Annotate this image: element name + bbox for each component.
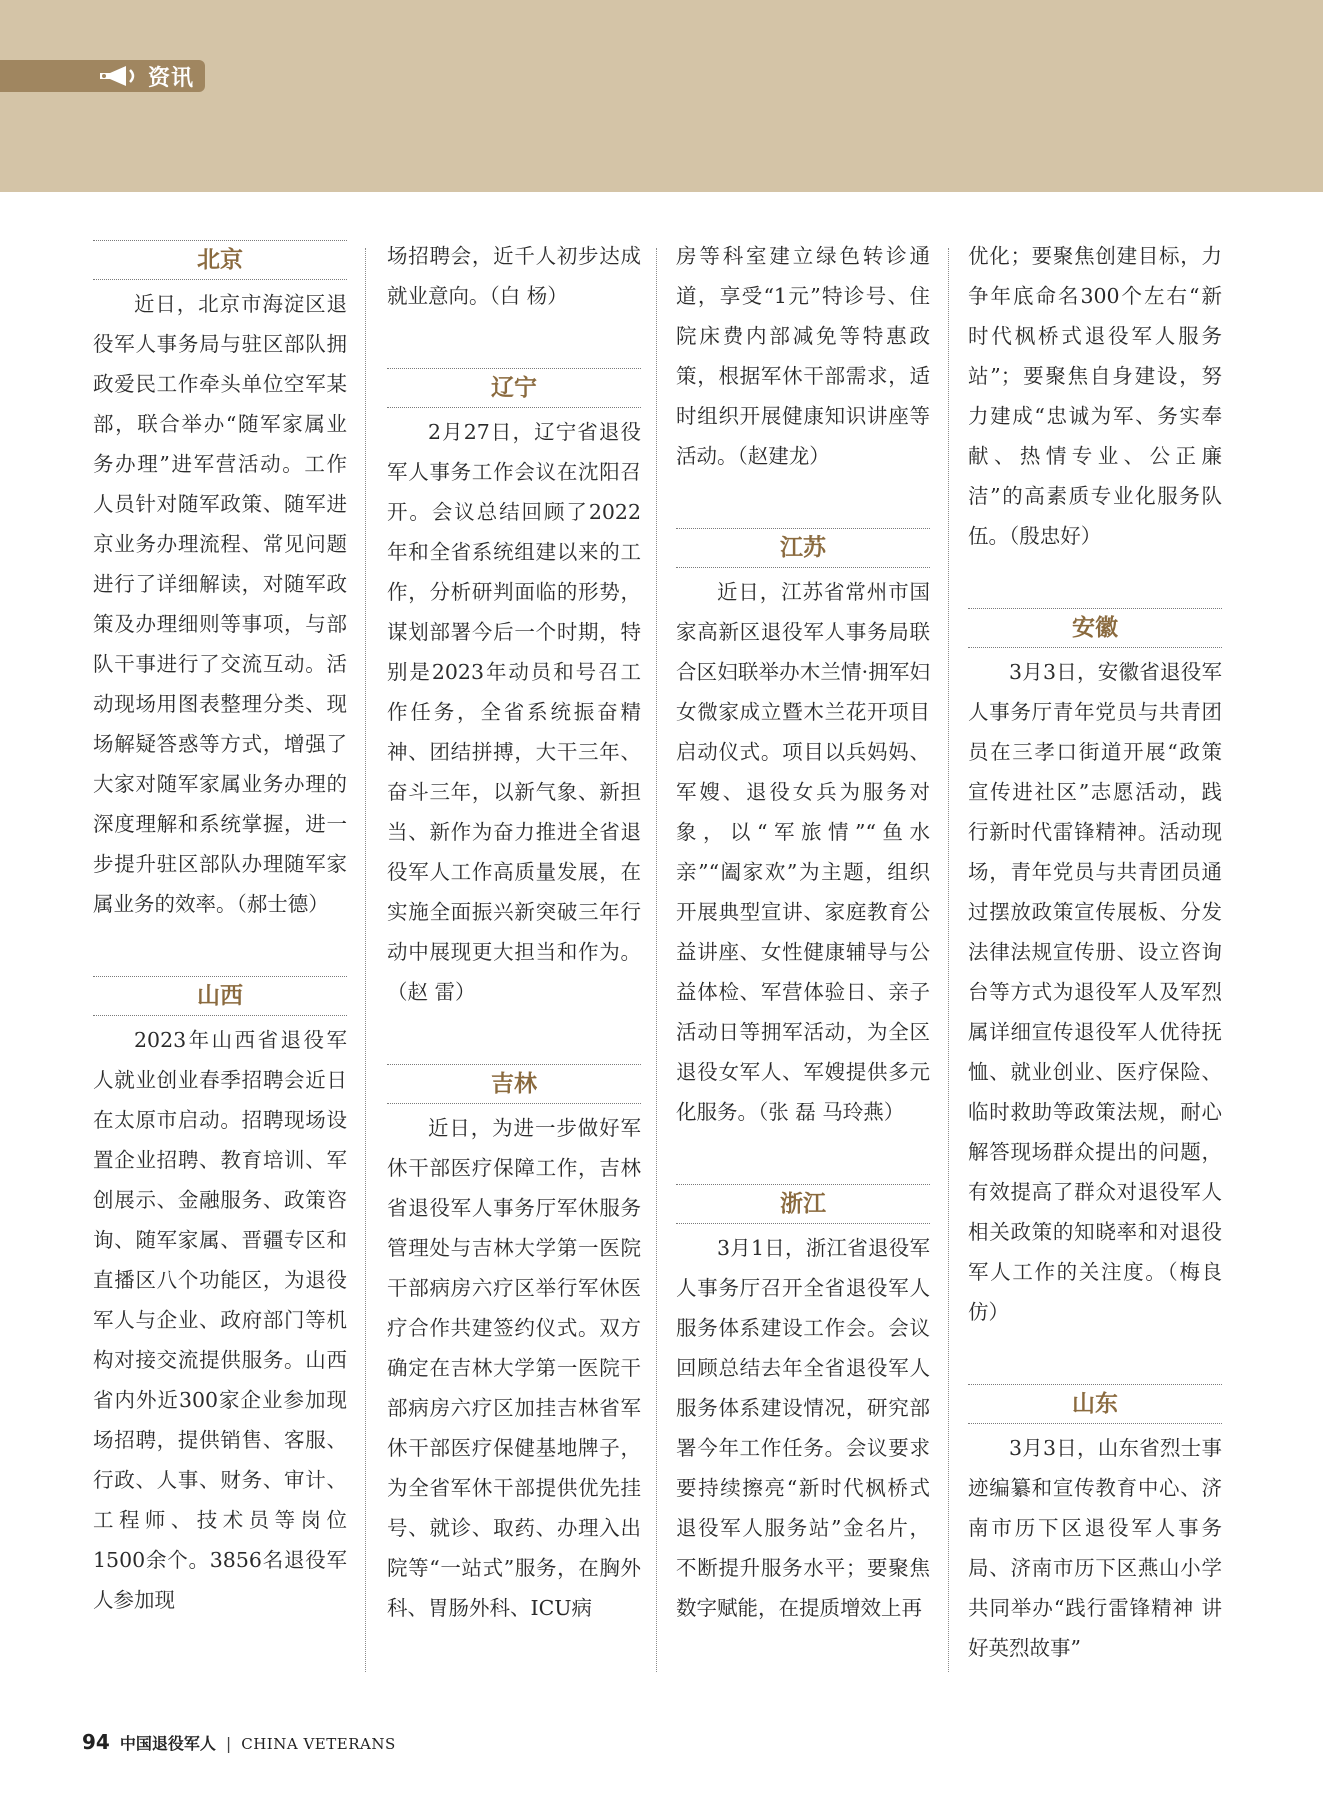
heading-shanxi: 山西 bbox=[93, 976, 347, 1016]
page-footer bbox=[82, 1730, 396, 1754]
article-anhui: 3月3日，安徽省退役军人事务厅青年党员与共青团员在三孝口街道开展“政策宣传进社区”志愿活动，践行新时代雷锋精神。活动现场，青年党员与共青团员通过摆放政策宣传展板、分发法律法规宣传册、设立咨询台等方式为退役军人及军烈属详细宣传退役军人优待抚恤、就业创业、医疗保险、临时救助等政策法规，耐心解答现场群众提出的问题，有效提高了群众对退役军人相关政策的知晓率和对退役军人工作的关注度。（梅良仿） bbox=[968, 660, 1222, 1324]
article-zhejiang-continued: 优化；要聚焦创建目标，力争年底命名300个左右“新时代枫桥式退役军人服务站”；要聚焦自身建设，努力建成“忠诚为军、务实奉献、热情专业、公正廉洁”的高素质专业化服务队伍。（殷忠好） bbox=[968, 244, 1222, 548]
article-shanxi-continued: 场招聘会，近千人初步达成就业意向。（白 杨） bbox=[387, 244, 641, 308]
header-banner bbox=[0, 0, 1323, 192]
heading-beijing: 北京 bbox=[93, 240, 347, 280]
column-3 bbox=[676, 236, 930, 1678]
column-divider bbox=[365, 248, 366, 1672]
horn-icon bbox=[96, 64, 140, 88]
heading-zhejiang: 浙江 bbox=[676, 1184, 930, 1224]
article-shandong: 3月3日，山东省烈士事迹编纂和宣传教育中心、济南市历下区退役军人事务局、济南市历下区燕山小学共同举办“践行雷锋精神 讲好英烈故事” bbox=[968, 1436, 1222, 1660]
article-zhejiang: 3月1日，浙江省退役军人事务厅召开全省退役军人服务体系建设工作会。会议回顾总结去年全省退役军人服务体系建设情况，研究部署今年工作任务。会议要求要持续擦亮“新时代枫桥式退役军人服务站”金名片，不断提升服务水平；要聚焦数字赋能，在提质增效上再 bbox=[676, 1236, 930, 1620]
article-liaoning: 2月27日，辽宁省退役军人事务工作会议在沈阳召开。会议总结回顾了2022年和全省系统组建以来的工作，分析研判面临的形势，谋划部署今后一个时期，特别是2023年动员和号召工作任务，全省系统振奋精神、团结拼搏，大干三年、奋斗三年，以新气象、新担当、新作为奋力推进全省退役军人工作高质量发展，在实施全面振兴新突破三年行动中展现更大担当和作为。（赵 雷） bbox=[387, 420, 641, 1004]
heading-shandong: 山东 bbox=[968, 1384, 1222, 1424]
heading-liaoning: 辽宁 bbox=[387, 368, 641, 408]
column-2 bbox=[387, 236, 641, 1678]
article-shanxi: 2023年山西省退役军人就业创业春季招聘会近日在太原市启动。招聘现场设置企业招聘、教育培训、军创展示、金融服务、政策咨询、随军家属、晋疆专区和直播区八个功能区，为退役军人与企业、政府部门等机构对接交流提供服务。山西省内外近300家企业参加现场招聘，提供销售、客服、行政、人事、财务、审计、工程师、技术员等岗位1500余个。3856名退役军人参加现 bbox=[93, 1028, 347, 1612]
section-tag bbox=[0, 60, 205, 92]
page-number: 94 bbox=[82, 1730, 110, 1754]
column-divider bbox=[948, 248, 949, 1672]
article-jilin: 近日，为进一步做好军休干部医疗保障工作，吉林省退役军人事务厅军休服务管理处与吉林大学第一医院干部病房六疗区举行军休医疗合作共建签约仪式。双方确定在吉林大学第一医院干部病房六疗区加挂吉林省军休干部医疗保健基地牌子，为全省军休干部提供优先挂号、就诊、取药、办理入出院等“一站式”服务，在胸外科、胃肠外科、ICU病 bbox=[387, 1116, 641, 1620]
footer-separator: | bbox=[225, 1734, 232, 1753]
column-1 bbox=[93, 236, 347, 1678]
magazine-english-name: CHINA VETERANS bbox=[241, 1735, 396, 1753]
magazine-name: 中国退役军人 bbox=[119, 1734, 216, 1753]
article-jilin-continued: 房等科室建立绿色转诊通道，享受“1元”特诊号、住院床费内部减免等特惠政策，根据军休干部需求，适时组织开展健康知识讲座等活动。（赵建龙） bbox=[676, 244, 930, 468]
column-divider bbox=[656, 248, 657, 1672]
article-columns bbox=[93, 236, 1223, 1678]
section-label: 资讯 bbox=[148, 65, 195, 91]
heading-jilin: 吉林 bbox=[387, 1064, 641, 1104]
article-beijing: 近日，北京市海淀区退役军人事务局与驻区部队拥政爱民工作牵头单位空军某部，联合举办“随军家属业务办理”进军营活动。工作人员针对随军政策、随军进京业务办理流程、常见问题进行了详细解读，对随军政策及办理细则等事项，与部队干事进行了交流互动。活动现场用图表整理分类、现场解疑答惑等方式，增强了大家对随军家属业务办理的深度理解和系统掌握，进一步提升驻区部队办理随军家属业务的效率。（郝士德） bbox=[93, 292, 347, 916]
article-jiangsu: 近日，江苏省常州市国家高新区退役军人事务局联合区妇联举办木兰情·拥军妇女微家成立暨木兰花开项目启动仪式。项目以兵妈妈、军嫂、退役女兵为服务对象，以“军旅情”“鱼水亲”“阖家欢”为主题，组织开展典型宣讲、家庭教育公益讲座、女性健康辅导与公益体检、军营体验日、亲子活动日等拥军活动，为全区退役女军人、军嫂提供多元化服务。（张 磊 马玲燕） bbox=[676, 580, 930, 1124]
heading-anhui: 安徽 bbox=[968, 608, 1222, 648]
column-4 bbox=[968, 236, 1222, 1678]
heading-jiangsu: 江苏 bbox=[676, 528, 930, 568]
